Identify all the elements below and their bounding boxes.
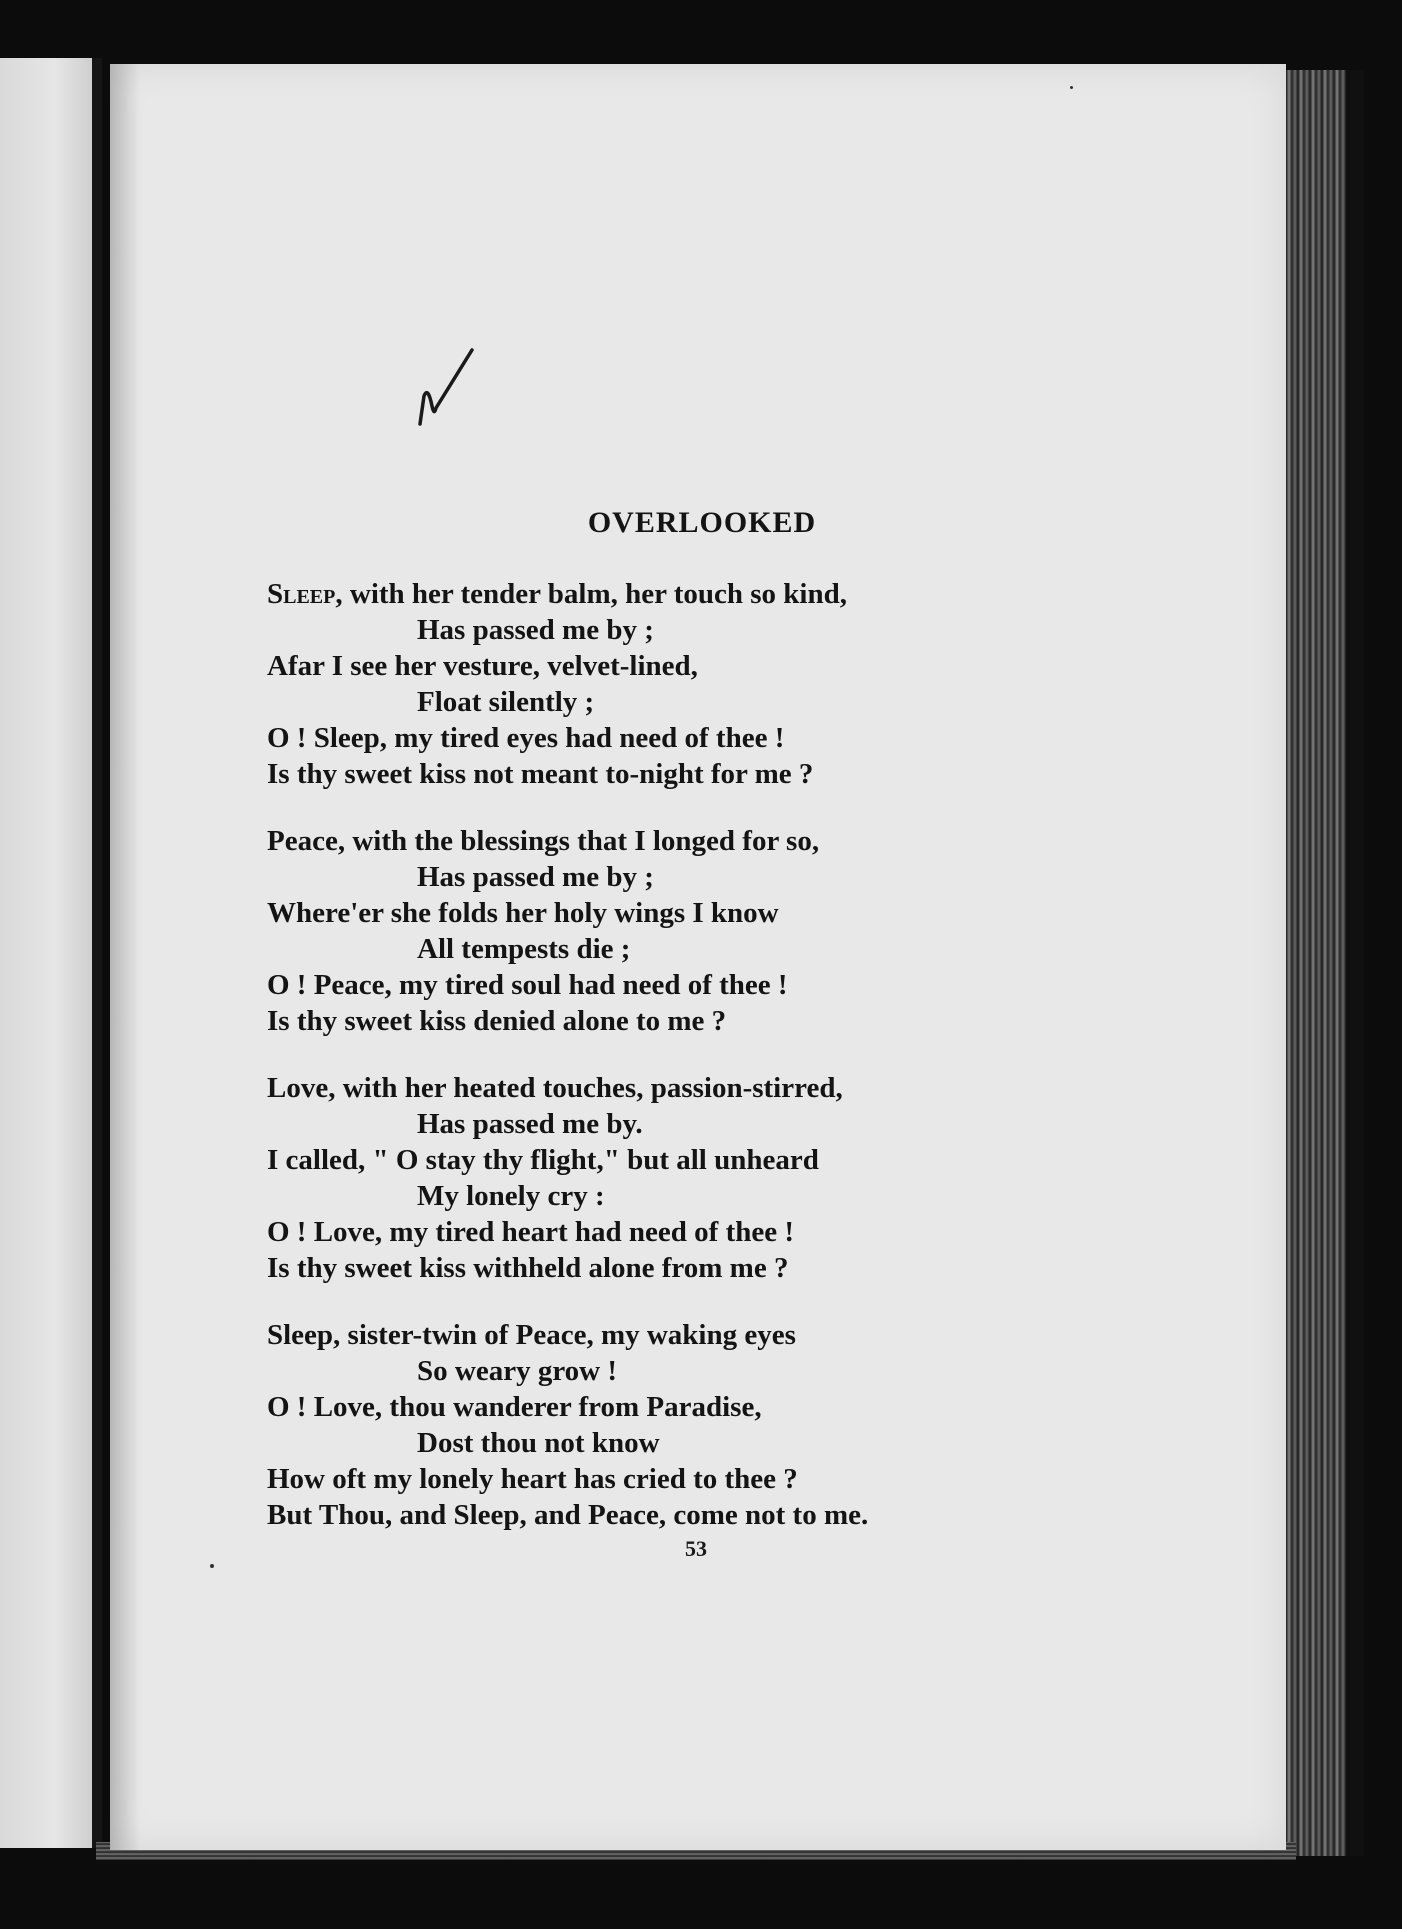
stanza-2 [267, 823, 1067, 1039]
poem-line: Afar I see her vesture, velvet-lined, [267, 650, 698, 682]
poem-line: O ! Peace, my tired soul had need of thee ! [267, 969, 788, 1001]
poem-line: O ! Love, my tired heart had need of thee ! [267, 1216, 795, 1248]
poem-line: Is thy sweet kiss withheld alone from me ? [267, 1252, 789, 1284]
poem-body [267, 576, 1067, 1564]
stanza-1 [267, 576, 1067, 792]
poem-line: So weary grow ! [417, 1355, 618, 1387]
poem-line: Has passed me by. [417, 1108, 643, 1140]
poem-line: Sleep, sister-twin of Peace, my waking eyes [267, 1319, 796, 1351]
poem-line: Love, with her heated touches, passion-stirred, [267, 1072, 843, 1104]
poem-line: All tempests die ; [417, 933, 631, 965]
poem-line: But Thou, and Sleep, and Peace, come not to me. [267, 1499, 869, 1531]
poem-line: Has passed me by ; [417, 861, 654, 893]
poem-line: Is thy sweet kiss denied alone to me ? [267, 1005, 727, 1037]
poem-line: How oft my lonely heart has cried to thee ? [267, 1463, 798, 1495]
poem-line: O ! Sleep, my tired eyes had need of thee ! [267, 722, 785, 754]
poem-line: My lonely cry : [417, 1180, 605, 1212]
poem-line: Is thy sweet kiss not meant to-night for me ? [267, 758, 814, 790]
previous-page-edge [0, 58, 102, 1848]
poem-line: Where'er she folds her holy wings I know [267, 897, 779, 929]
poem-line: Dost thou not know [417, 1427, 660, 1459]
poem-line-text: , with her tender balm, her touch so kind, [335, 578, 847, 610]
book-page [110, 64, 1286, 1850]
paper-speck [210, 1564, 214, 1568]
stanza-4 [267, 1317, 1067, 1533]
poem-title: OVERLOOKED [587, 506, 817, 539]
page-number: 53 [685, 1536, 707, 1561]
poem-line [267, 576, 1067, 612]
poem-line-lead: Sleep [267, 578, 336, 610]
stanza-3 [267, 1070, 1067, 1286]
poem-line: Peace, with the blessings that I longed for so, [267, 825, 820, 857]
poem-line: Has passed me by ; [417, 614, 654, 646]
handwritten-check-mark [410, 346, 480, 426]
paper-speck [1070, 86, 1073, 89]
poem-line: I called, " O stay thy flight," but all unheard [267, 1144, 819, 1176]
poem-line: Float silently ; [417, 686, 595, 718]
poem-line: O ! Love, thou wanderer from Paradise, [267, 1391, 762, 1423]
